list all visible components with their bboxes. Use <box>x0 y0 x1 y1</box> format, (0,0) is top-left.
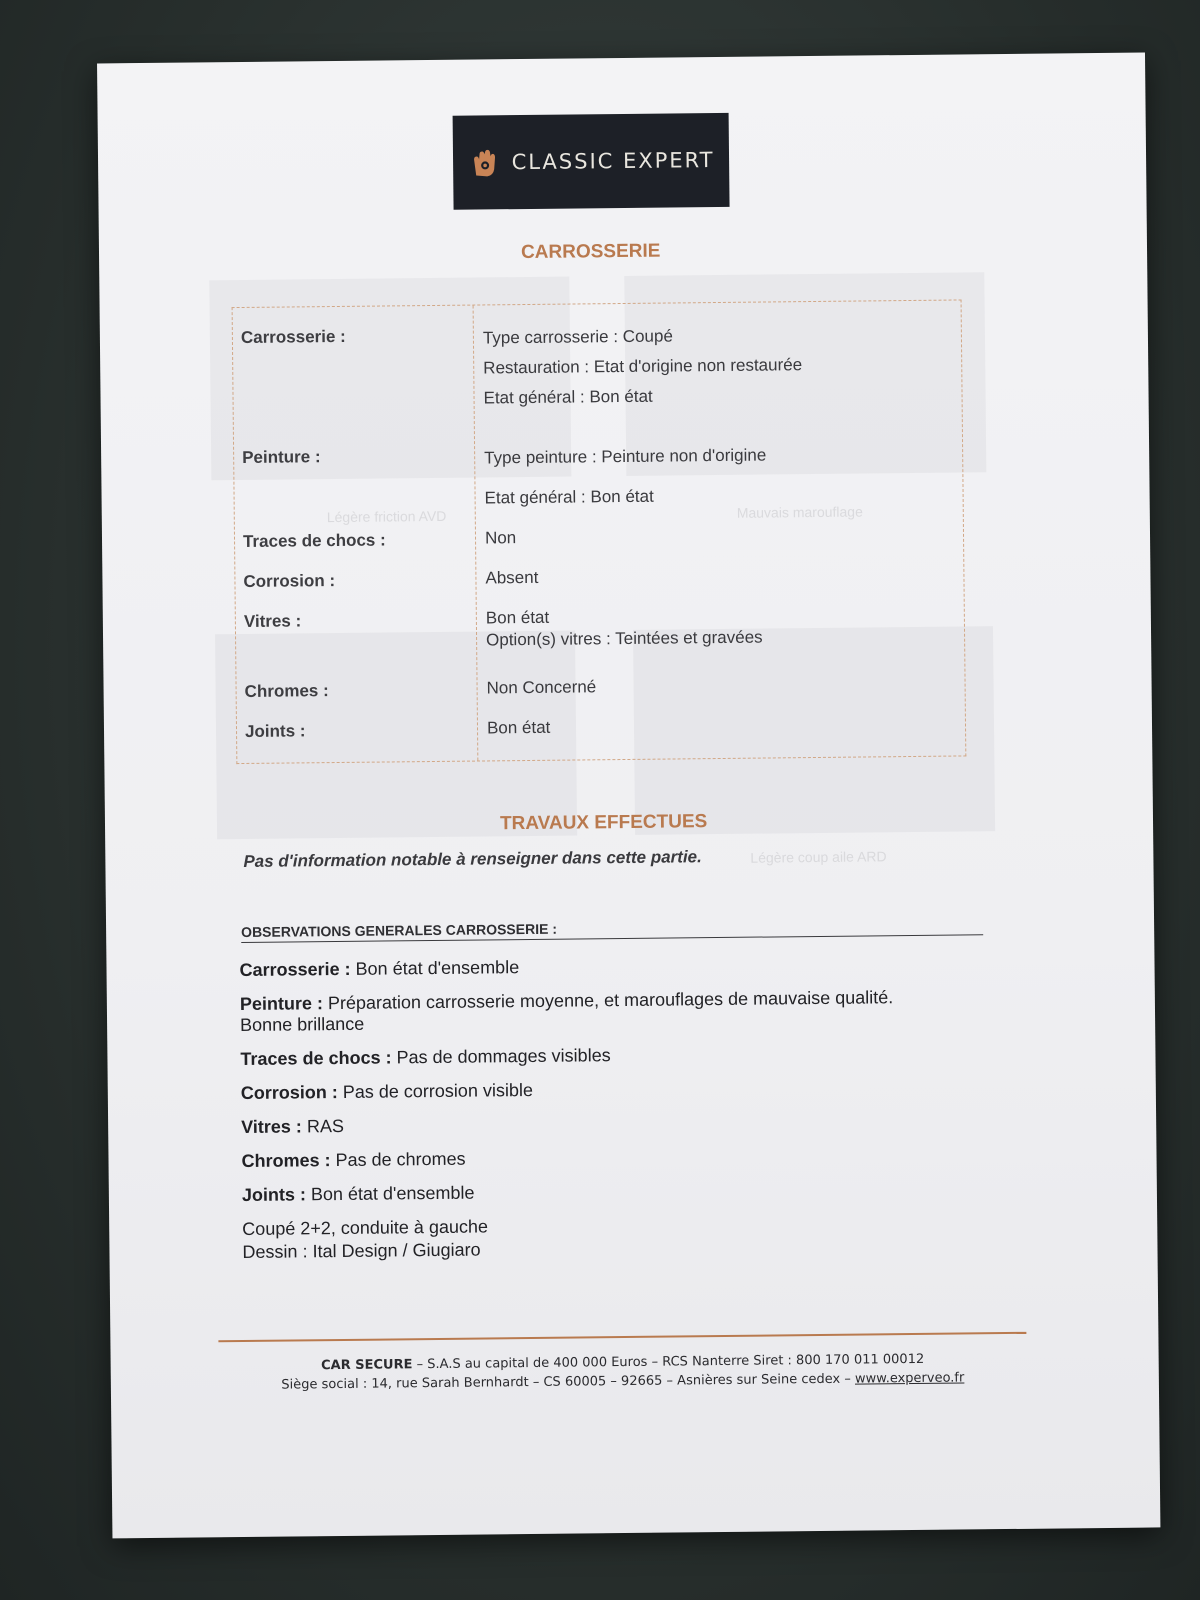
document-page <box>97 53 1160 1539</box>
row-value-corrosion: Absent <box>485 567 539 588</box>
observations-header: OBSERVATIONS GENERALES CARROSSERIE : <box>241 916 983 943</box>
section-title-travaux: TRAVAUX EFFECTUES <box>499 811 708 835</box>
section-title-carrosserie: CARROSSERIE <box>520 240 661 264</box>
observation-text: Pas de corrosion visible <box>342 1079 534 1102</box>
footer-line-1-text: – S.A.S au capital de 400 000 Euros – RCS Nanterre Siret : 800 170 011 00012 <box>412 1351 925 1373</box>
travaux-note: Pas d'information notable à renseigner dans cette partie. <box>243 847 702 871</box>
row-label-joints: Joints : <box>244 721 306 741</box>
observation-text: RAS <box>306 1115 345 1137</box>
observation-item <box>241 1109 1001 1138</box>
observation-label: Corrosion : <box>240 1082 338 1104</box>
footer-divider <box>218 1332 1026 1342</box>
observation-text: Pas de dommages visibles <box>396 1045 611 1068</box>
hand-icon <box>467 145 501 179</box>
row-value-carrosserie-3: Etat général : Bon état <box>483 386 653 408</box>
observation-text: Pas de chromes <box>335 1148 466 1171</box>
footer-brand: CAR SECURE <box>321 1357 413 1374</box>
row-value-vitres-2: Option(s) vitres : Teintées et gravées <box>485 627 763 650</box>
ghost-caption: Légère coup aile ARD <box>750 848 887 866</box>
row-label-carrosserie: Carrosserie : <box>240 326 346 347</box>
observation-extra: Bonne brillance <box>240 1013 365 1036</box>
observation-text: Préparation carrosserie moyenne, et marouflages de mauvaise qualité. <box>327 987 894 1014</box>
footer <box>219 1349 1027 1395</box>
footer-address: Siège social : 14, rue Sarah Bernhardt – CS 60005 – 92665 – Asnières sur Seine cedex – <box>281 1371 856 1393</box>
carrosserie-table <box>232 299 967 764</box>
table-divider <box>473 306 479 761</box>
observation-text: Bon état d'ensemble <box>310 1182 475 1205</box>
row-value-chromes: Non Concerné <box>486 677 597 698</box>
observation-item <box>241 1143 1001 1172</box>
observation-label: Peinture : <box>239 993 324 1015</box>
observation-item <box>240 1041 1000 1070</box>
row-label-corrosion: Corrosion : <box>243 571 336 591</box>
observation-label: Traces de chocs : <box>240 1047 392 1070</box>
row-label-vitres: Vitres : <box>243 611 302 631</box>
observation-item <box>240 986 1000 1036</box>
row-label-chromes: Chromes : <box>244 681 329 701</box>
observation-label: Chromes : <box>241 1150 331 1172</box>
observation-label: Joints : <box>241 1184 307 1206</box>
observation-item <box>242 1177 1002 1206</box>
observation-free-line: Coupé 2+2, conduite à gauche <box>242 1216 489 1240</box>
observations-list <box>239 952 1002 1263</box>
ghost-caption: Légère friction AVD <box>326 507 447 526</box>
row-value-carrosserie-2: Restauration : Etat d'origine non restaurée <box>483 355 803 378</box>
classic-expert-logo <box>453 113 730 210</box>
observation-item <box>239 952 999 981</box>
ghost-caption: Mauvais marouflage <box>736 503 863 521</box>
observation-label: Carrosserie : <box>239 958 351 981</box>
row-value-carrosserie-1: Type carrosserie : Coupé <box>482 326 673 348</box>
observation-free-line: Dessin : Ital Design / Giugiaro <box>242 1239 481 1263</box>
logo-text: CLASSIC EXPERT <box>511 148 715 175</box>
row-value-traces-de-chocs: Non <box>484 528 517 548</box>
observation-text: Bon état d'ensemble <box>355 957 520 979</box>
observation-item <box>241 1075 1001 1104</box>
row-value-peinture-2: Etat général : Bon état <box>484 486 654 508</box>
footer-url-link[interactable]: www.experveo.fr <box>854 1370 965 1387</box>
row-value-joints: Bon état <box>486 717 551 738</box>
observation-label: Vitres : <box>241 1116 302 1138</box>
row-label-peinture: Peinture : <box>242 447 321 467</box>
row-label-traces-de-chocs: Traces de chocs : <box>242 530 386 551</box>
row-value-vitres-1: Bon état <box>485 607 550 628</box>
row-value-peinture-1: Type peinture : Peinture non d'origine <box>484 445 767 468</box>
